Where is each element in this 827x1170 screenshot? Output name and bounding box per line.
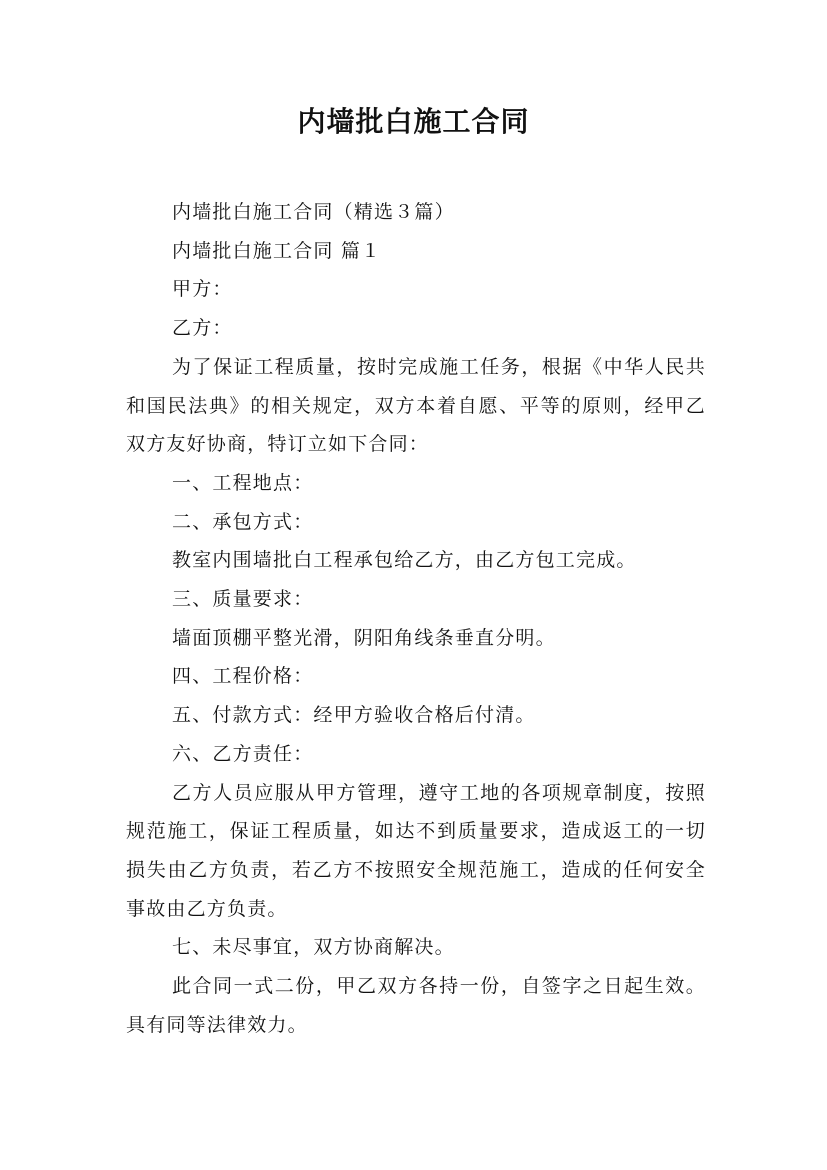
paragraph-party-a: 甲方： (172, 278, 233, 301)
paragraph-clause-3-text: 墙面顶棚平整光滑，阴阳角线条垂直分明。 (172, 626, 556, 649)
paragraph-preamble: 为了保证工程质量，按时完成施工任务，根据《中华人民共和国民法典》的相关规定，双方本着自愿、平等的原则，经甲乙双方友好协商，特订立如下合同： (126, 355, 706, 456)
paragraph-section-heading: 内墙批白施工合同 篇１ (172, 239, 382, 262)
paragraph-clause-4: 四、工程价格： (172, 665, 314, 688)
document-body (126, 193, 706, 1044)
paragraph-clause-6: 六、乙方责任： (172, 742, 314, 765)
paragraph-clause-2-text: 教室内围墙批白工程承包给乙方，由乙方包工完成。 (172, 549, 637, 572)
paragraph-clause-7: 七、未尽事宜，双方协商解决。 (172, 936, 455, 959)
paragraph-subtitle: 内墙批白施工合同（精选３篇） (172, 201, 455, 223)
paragraph-clause-3: 三、质量要求： (172, 588, 314, 611)
document-title: 内墙批白施工合同 (297, 105, 530, 138)
paragraph-clause-6-text: 乙方人员应服从甲方管理，遵守工地的各项规章制度，按照规范施工，保证工程质量，如达不到质量要求，造成返工的一切损失由乙方负责，若乙方不按照安全规范施工，造成的任何安全事故由乙方负责。 (126, 781, 706, 920)
paragraph-clause-2: 二、承包方式： (172, 510, 314, 533)
paragraph-party-b: 乙方： (172, 317, 233, 340)
paragraph-closing: 此合同一式二份，甲乙双方各持一份，自签字之日起生效。具有同等法律效力。 (126, 975, 706, 1036)
paragraph-clause-1: 一、工程地点： (172, 471, 314, 494)
paragraph-clause-5: 五、付款方式：经甲方验收合格后付清。 (172, 704, 536, 727)
